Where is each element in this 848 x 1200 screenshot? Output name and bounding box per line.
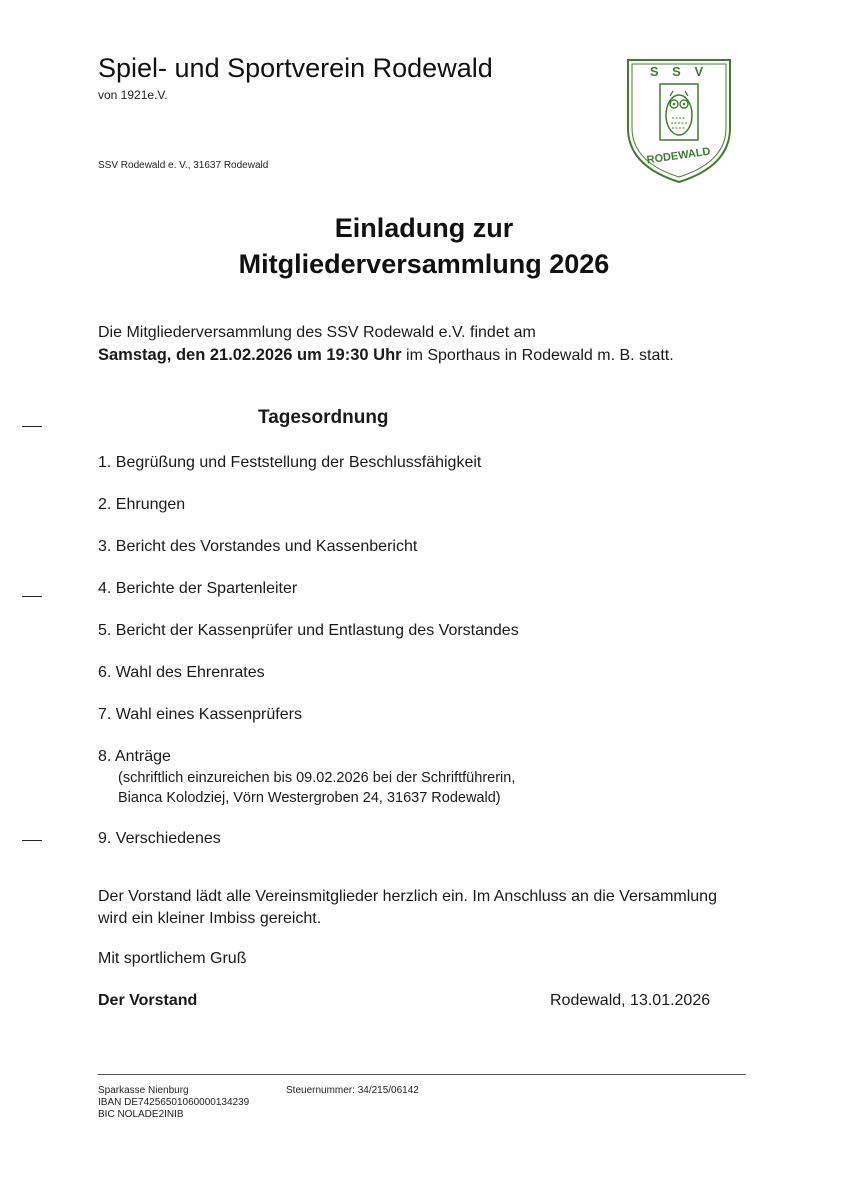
agenda-heading: Tagesordnung: [258, 407, 389, 428]
place-date: Rodewald, 13.01.2026: [550, 992, 711, 1009]
intro-text-1: Die Mitgliederversammlung des SSV Rodewald e.V. findet am: [98, 324, 536, 341]
agenda-item: 7. Wahl eines Kassenprüfers: [98, 706, 302, 723]
punch-mark: [22, 596, 42, 597]
footer-iban: IBAN DE74256501060000134239: [98, 1097, 250, 1108]
agenda-item-label: 8. Anträge: [98, 748, 171, 765]
fold-mark: [22, 426, 42, 427]
footer-divider: [98, 1074, 746, 1075]
agenda-item: 1. Begrüßung und Feststellung der Beschlussfähigkeit: [98, 454, 482, 471]
owl-icon: [660, 84, 698, 140]
signature: Der Vorstand: [98, 992, 198, 1009]
agenda-item: 3. Bericht des Vorstandes und Kassenbericht: [98, 538, 418, 555]
footer-bic: BIC NOLADE2INIB: [98, 1109, 184, 1120]
title-line-2: Mitgliederversammlung 2026: [238, 249, 610, 279]
title-line-1: Einladung zur: [334, 213, 514, 243]
agenda-item: 6. Wahl des Ehrenrates: [98, 664, 265, 681]
agenda-item: 9. Verschiedenes: [98, 830, 221, 847]
agenda-item: 5. Bericht der Kassenprüfer und Entlastung des Vorstandes: [98, 622, 519, 639]
intro-date-time: Samstag, den 21.02.2026 um 19:30 Uhr: [98, 346, 402, 364]
agenda-item-motions: [98, 746, 738, 828]
closing-paragraph: Der Vorstand lädt alle Vereinsmitglieder herzlich ein. Im Anschluss an die Versammlung wird ein kleiner Imbiss gereicht.: [98, 888, 717, 927]
club-name: Spiel- und Sportverein Rodewald: [98, 53, 493, 83]
footer-tax-number: Steuernummer: 34/215/06142: [286, 1085, 419, 1096]
club-subtitle: von 1921e.V.: [98, 88, 168, 102]
greeting: Mit sportlichem Gruß: [98, 950, 247, 967]
logo-bottom-text: RODEWALD: [645, 145, 712, 167]
agenda-item: 2. Ehrungen: [98, 496, 186, 513]
footer-bank: Sparkasse Nienburg: [98, 1085, 189, 1096]
agenda-item-note-2: Bianca Kolodziej, Vörn Westergroben 24, 31637 Rodewald): [118, 790, 501, 806]
document-title: [0, 210, 848, 282]
agenda-list: [98, 452, 738, 870]
intro-paragraph: [98, 322, 738, 367]
agenda-item-note-1: (schriftlich einzureichen bis 09.02.2026 bei der Schriftführerin,: [118, 770, 516, 786]
footer-bank-details: [98, 1085, 249, 1121]
club-logo: [626, 58, 732, 184]
intro-text-2: im Sporthaus in Rodewald m. B. statt.: [401, 347, 674, 364]
fold-mark: [22, 840, 42, 841]
logo-top-text: S S V: [649, 64, 709, 79]
sender-address-line: SSV Rodewald e. V., 31637 Rodewald: [98, 160, 269, 171]
agenda-item: 4. Berichte der Spartenleiter: [98, 580, 298, 597]
